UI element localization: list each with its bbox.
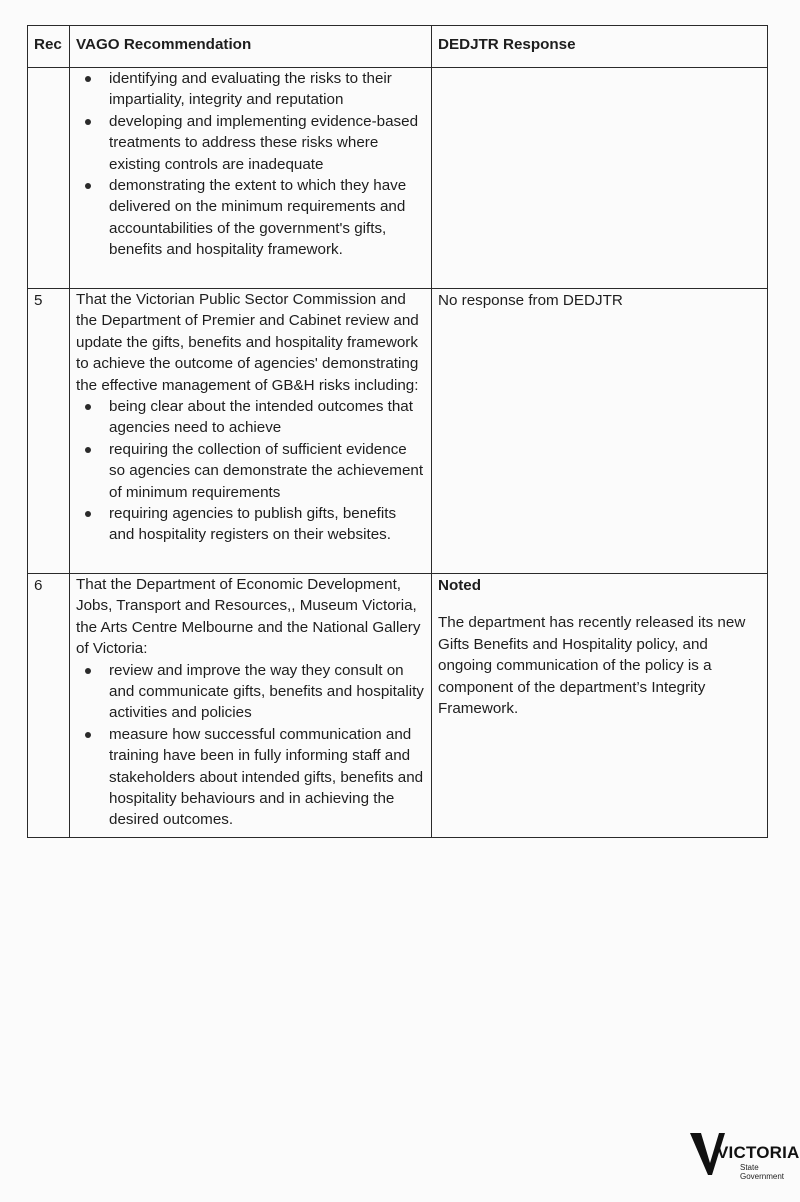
bullet-icon xyxy=(85,732,91,738)
bullet-item: review and improve the way they consult on and communicate gifts, benefits and hospitality activities and policies xyxy=(76,660,425,724)
rec-number: 5 xyxy=(34,292,43,309)
table-header-row xyxy=(28,26,768,68)
bullet-item: demonstrating the extent to which they have delivered on the minimum requirements and accountabilities of the government's gifts, benefits and hospitality framework. xyxy=(76,175,425,261)
recommendation-intro: That the Victorian Public Sector Commission and the Department of Premier and Cabinet review and update the gifts, benefits and hospitality framework to achieve the outcome of agencies' demonstrating the effective management of GB&H risks including: xyxy=(76,291,419,394)
bullet-icon xyxy=(85,511,91,517)
recommendation-cell xyxy=(70,68,432,289)
bullet-list xyxy=(76,68,425,261)
header-rec: Rec xyxy=(28,26,70,68)
bullet-icon xyxy=(85,76,91,82)
bullet-item: requiring agencies to publish gifts, benefits and hospitality registers on their websites. xyxy=(76,503,425,546)
logo-wordmark: VICTORIA xyxy=(717,1143,800,1162)
bullet-icon xyxy=(85,404,91,410)
bullet-icon xyxy=(85,119,91,125)
bullet-list xyxy=(76,660,425,831)
table-row-continuation xyxy=(28,68,768,289)
recommendations-table xyxy=(27,25,768,838)
rec-number: 6 xyxy=(34,577,43,594)
rec-cell-empty xyxy=(28,68,70,289)
table-row-rec-5 xyxy=(28,289,768,574)
response-text: The department has recently released its new Gifts Benefits and Hospitality policy, and ongoing communication of the policy is a component of the department’s Integrity Framework. xyxy=(438,614,746,718)
response-cell xyxy=(432,574,768,838)
rec-cell xyxy=(28,289,70,574)
bullet-item: requiring the collection of sufficient evidence so agencies can demonstrate the achievement of minimum requirements xyxy=(76,439,425,503)
bullet-item: being clear about the intended outcomes that agencies need to achieve xyxy=(76,396,425,439)
bullet-icon xyxy=(85,668,91,674)
header-dedjtr-response: DEDJTR Response xyxy=(432,26,768,68)
recommendation-intro: That the Department of Economic Development, Jobs, Transport and Resources,, Museum Victoria, the Arts Centre Melbourne and the National Gallery of Victoria: xyxy=(76,576,421,658)
bullet-item: developing and implementing evidence-based treatments to address these risks where existing controls are inadequate xyxy=(76,111,425,175)
rec-cell xyxy=(28,574,70,838)
bullet-icon xyxy=(85,183,91,189)
bullet-list xyxy=(76,396,425,546)
response-cell-empty xyxy=(432,68,768,289)
response-cell xyxy=(432,289,768,574)
bullet-icon xyxy=(85,447,91,453)
header-vago-recommendation: VAGO Recommendation xyxy=(70,26,432,68)
response-text: No response from DEDJTR xyxy=(438,292,623,309)
recommendation-cell xyxy=(70,574,432,838)
table-row-rec-6 xyxy=(28,574,768,838)
recommendation-cell xyxy=(70,289,432,574)
response-heading: Noted xyxy=(438,577,482,594)
logo-subtext: State Government xyxy=(740,1163,785,1181)
bullet-item: identifying and evaluating the risks to their impartiality, integrity and reputation xyxy=(76,68,425,111)
bullet-item: measure how successful communication and training have been in fully informing staff and stakeholders about intended gifts, benefits and hospitality behaviours and in achieving the desired outcomes. xyxy=(76,724,425,831)
